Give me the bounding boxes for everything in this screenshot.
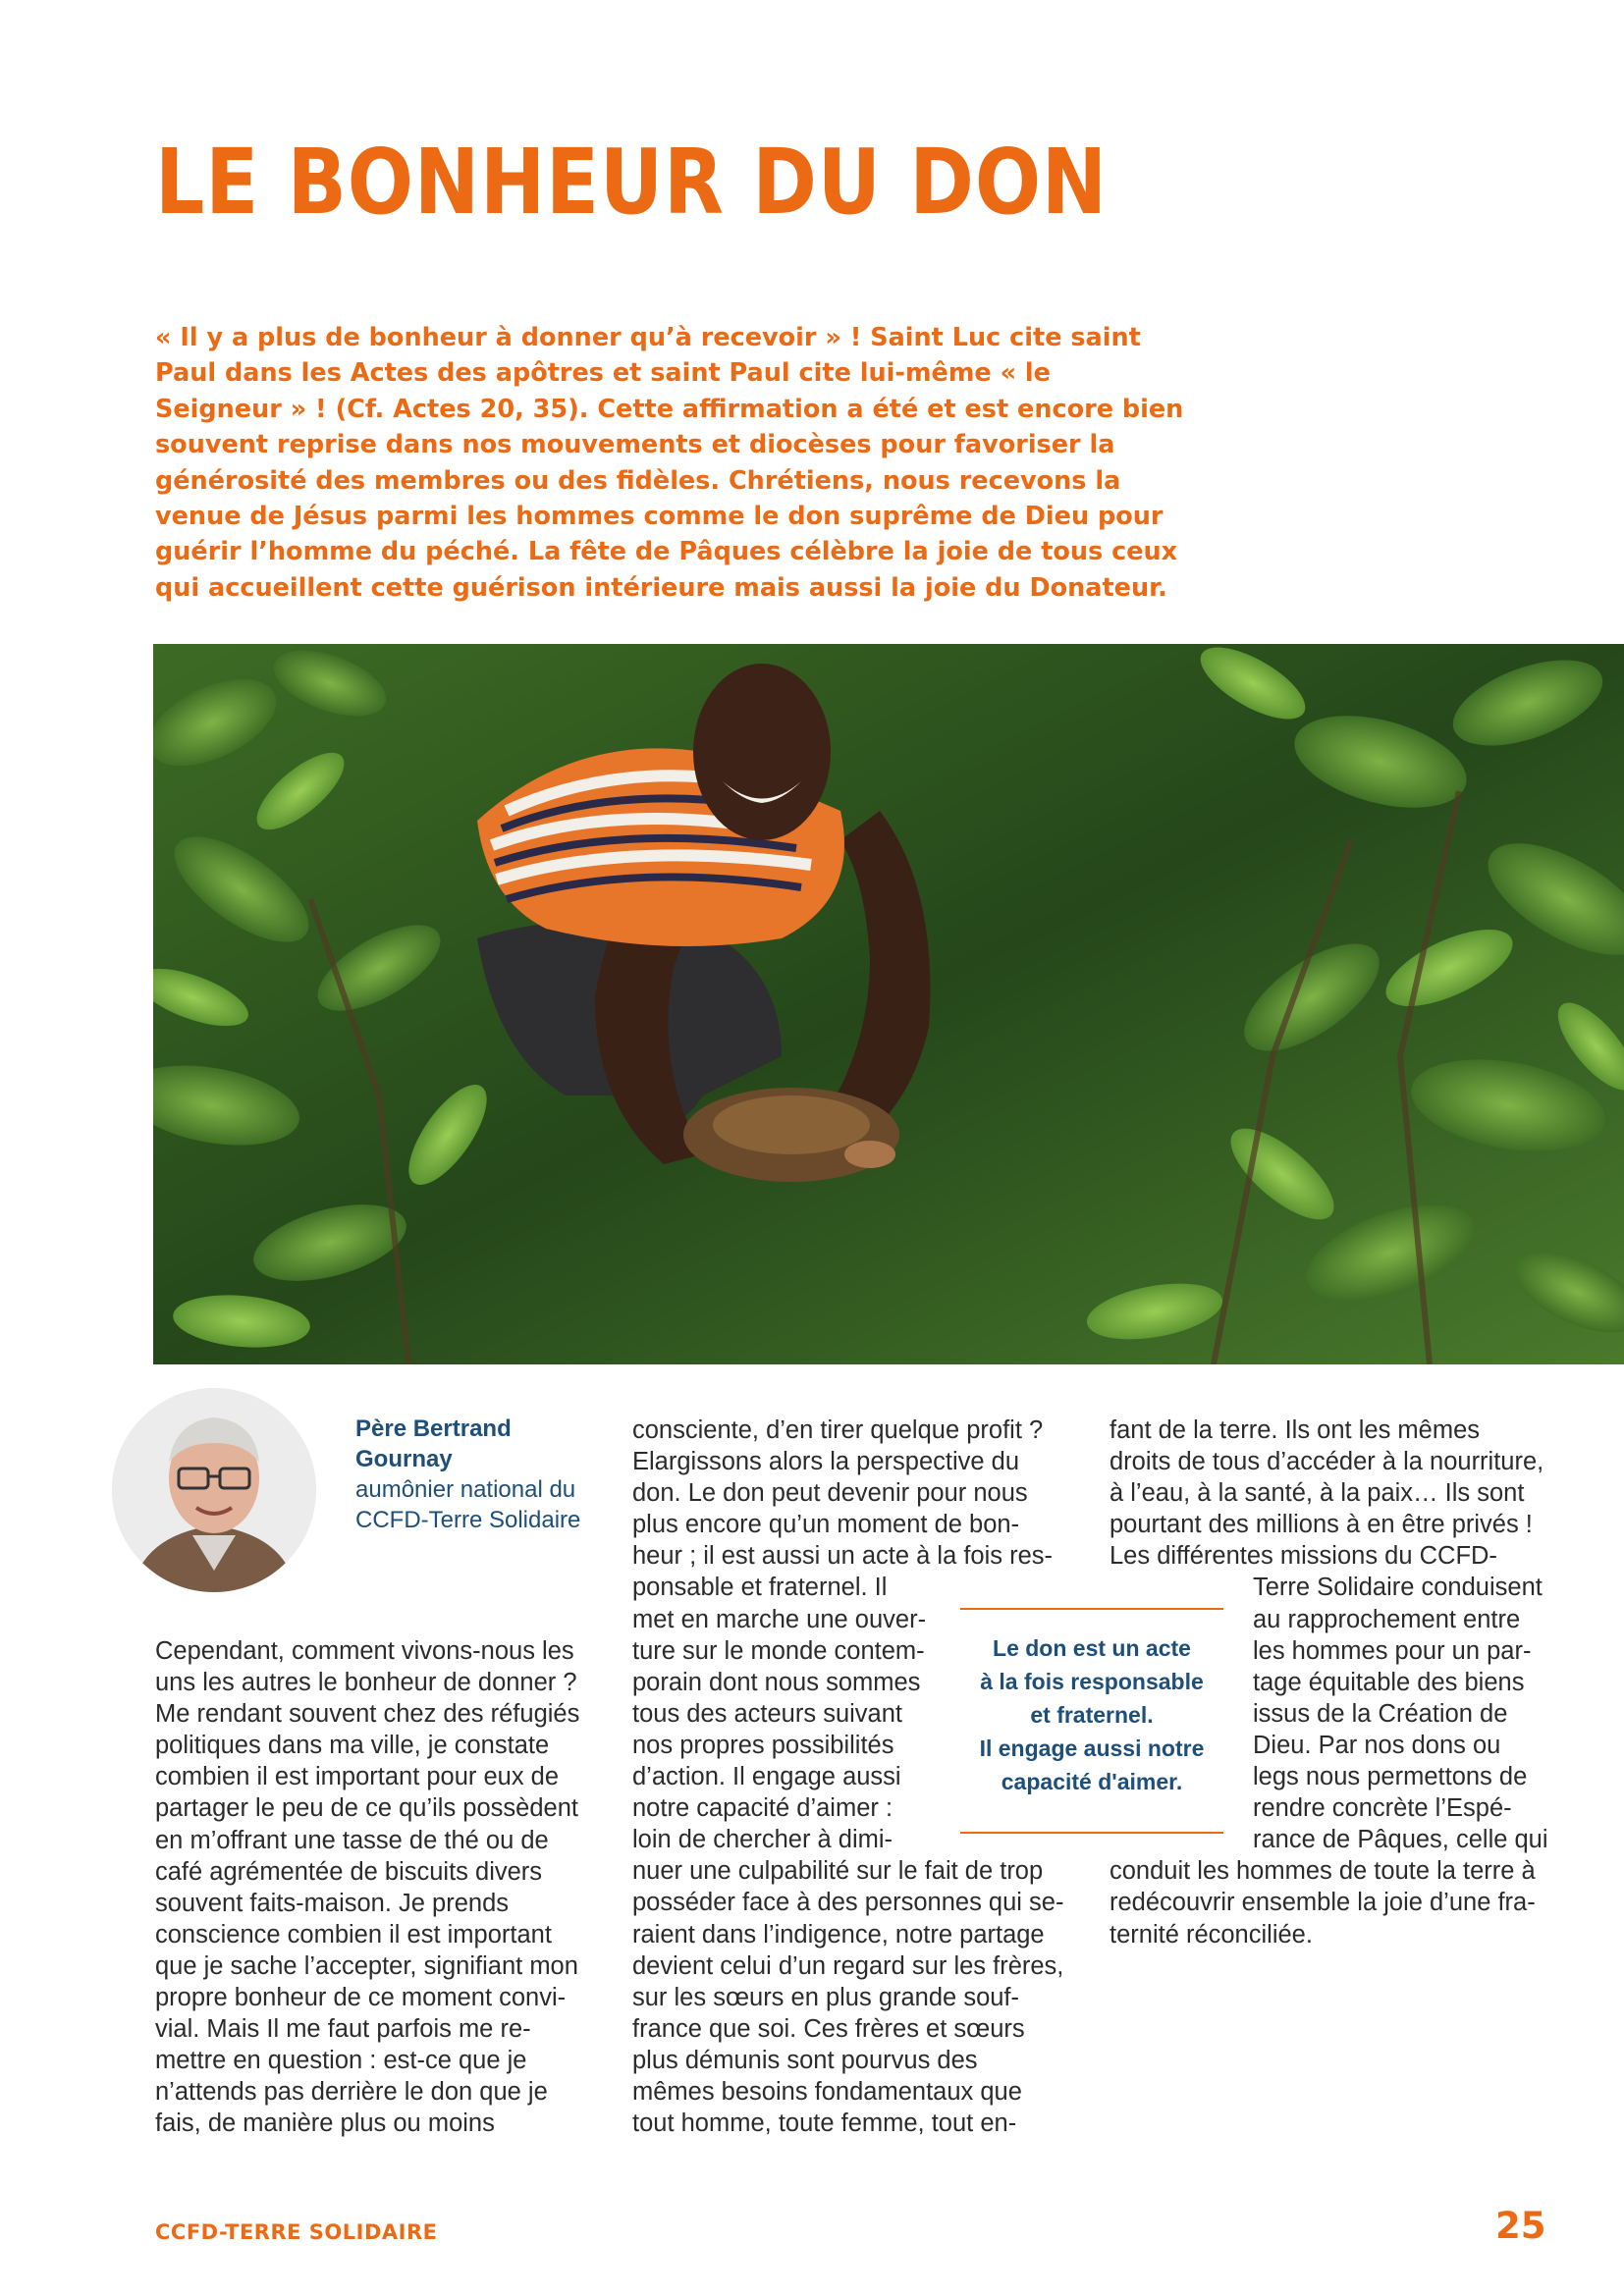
body-line: plus démunis sont pourvus des (632, 2046, 978, 2074)
body-line: au rapprochement entre (1253, 1605, 1521, 1633)
body-line: legs nous permettons de (1253, 1763, 1528, 1791)
intro-line: « Il y a plus de bonheur à donner qu’à recevoir » ! Saint Luc cite saint (155, 323, 1141, 352)
pull-quote-line: à la fois responsable (980, 1669, 1204, 1694)
body-line: uns les autres le bonheur de donner ? (155, 1669, 577, 1697)
body-line: fant de la terre. Ils ont les mêmes (1110, 1416, 1480, 1444)
intro-line: Paul dans les Actes des apôtres et saint Paul cite lui-même « le (155, 358, 1051, 389)
body-line: consciente, d’en tirer quelque profit ? (632, 1416, 1044, 1444)
pull-quote-line: Le don est un acte (993, 1635, 1191, 1661)
body-line: raient dans l’indigence, notre partage (632, 1920, 1045, 1949)
author-name-line: Père Bertrand (355, 1415, 512, 1442)
body-line: à l’eau, à la santé, à la paix… Ils sont (1110, 1479, 1525, 1508)
body-line: redécouvrir ensemble la joie d’une fra- (1110, 1889, 1536, 1917)
body-line: droits de tous d’accéder à la nourriture, (1110, 1448, 1544, 1476)
body-line: propre bonheur de ce moment convi- (155, 1984, 567, 2012)
author-name (355, 1414, 601, 1474)
body-line: notre capacité d’aimer : (632, 1794, 893, 1823)
body-line: conduit les hommes de toute la terre à (1110, 1857, 1536, 1886)
author-role (355, 1474, 601, 1535)
intro-line: générosité des membres ou des fidèles. Chrétiens, nous recevons la (155, 465, 1121, 496)
body-line: rendre concrète l’Espé- (1253, 1794, 1512, 1823)
body-line: Dieu. Par nos dons ou (1253, 1731, 1501, 1759)
intro-line: souvent reprise dans nos mouvements et diocèses pour favoriser la (155, 430, 1115, 460)
body-line: tout homme, toute femme, tout en- (632, 2109, 1017, 2138)
body-line: conscience combien il est important (155, 1920, 552, 1949)
body-line: posséder face à des personnes qui se- (632, 1889, 1064, 1917)
body-line: ponsable et fraternel. Il (632, 1574, 888, 1602)
body-line: heur ; il est aussi un acte à la fois res- (632, 1542, 1054, 1571)
pull-quote-line: Il engage aussi notre (979, 1735, 1205, 1761)
body-line: café agrémentée de biscuits divers (155, 1857, 543, 1886)
body-line: met en marche une ouver- (632, 1605, 927, 1633)
author-role-line: aumônier national du (355, 1476, 576, 1503)
body-line: Cependant, comment vivons-nous les (155, 1637, 574, 1665)
author-avatar (112, 1388, 316, 1592)
body-line: les hommes pour un par- (1253, 1636, 1532, 1665)
body-line: ternité réconciliée. (1110, 1920, 1313, 1949)
intro-paragraph (155, 320, 1184, 606)
author-role-line: CCFD-Terre Solidaire (355, 1507, 581, 1533)
footer-brand: CCFD-TERRE SOLIDAIRE (155, 2220, 438, 2244)
pull-quote (960, 1608, 1223, 1834)
intro-line: venue de Jésus parmi les hommes comme le don suprême de Dieu pour (155, 502, 1164, 532)
author-name-line: Gournay (355, 1446, 453, 1472)
body-column-1 (155, 1635, 579, 2140)
body-line: nos propres possibilités (632, 1731, 894, 1759)
body-line: vial. Mais Il me faut parfois me re- (155, 2015, 531, 2044)
body-line: Les différentes missions du CCFD- (1110, 1542, 1497, 1571)
body-line: n’attends pas derrière le don que je (155, 2078, 548, 2107)
body-line: d’action. Il engage aussi (632, 1763, 901, 1791)
body-line: rance de Pâques, celle qui (1253, 1826, 1548, 1854)
intro-line: guérir l’homme du péché. La fête de Pâques célèbre la joie de tous ceux (155, 537, 1178, 567)
body-line: politiques dans ma ville, je constate (155, 1732, 550, 1760)
intro-line: Seigneur » ! (Cf. Actes 20, 35). Cette affirmation a été et est encore bien (155, 394, 1184, 424)
body-line: mettre en question : est-ce que je (155, 2047, 527, 2075)
page-number: 25 (1495, 2205, 1546, 2247)
body-line: nuer une culpabilité sur le fait de trop (632, 1857, 1044, 1886)
body-line: issus de la Création de (1253, 1699, 1508, 1728)
body-line: Terre Solidaire conduisent (1253, 1574, 1543, 1602)
pull-quote-line: et fraternel. (1030, 1702, 1154, 1728)
body-line: que je sache l’accepter, signifiant mon (155, 1951, 578, 1980)
body-line: souvent faits-maison. Je prends (155, 1889, 510, 1917)
body-line: en m’offrant une tasse de thé ou de (155, 1826, 549, 1854)
body-line: pourtant des millions à en être privés ! (1110, 1511, 1533, 1539)
pull-quote-line: capacité d'aimer. (1001, 1769, 1183, 1794)
body-line: ture sur le monde contem- (632, 1636, 925, 1665)
body-line: don. Le don peut devenir pour nous (632, 1479, 1028, 1508)
page-title: LE BONHEUR DU DON (155, 130, 1109, 235)
body-line: Me rendant souvent chez des réfugiés (155, 1700, 580, 1729)
body-line: tous des acteurs suivant (632, 1699, 902, 1728)
body-line: tage équitable des biens (1253, 1668, 1525, 1696)
body-line: sur les sœurs en plus grande souf- (632, 1983, 1020, 2011)
body-line: plus encore qu’un moment de bon- (632, 1511, 1020, 1539)
body-line: combien il est important pour eux de (155, 1763, 560, 1791)
body-line: devient celui d’un regard sur les frères, (632, 1951, 1064, 1980)
body-line: porain dont nous sommes (632, 1668, 921, 1696)
body-line: Elargissons alors la perspective du (632, 1448, 1020, 1476)
intro-line: qui accueillent cette guérison intérieure mais aussi la joie du Donateur. (155, 572, 1167, 603)
body-line: fais, de manière plus ou moins (155, 2109, 495, 2138)
body-line: france que soi. Ces frères et sœurs (632, 2014, 1025, 2043)
author-block (355, 1414, 601, 1535)
body-line: partager le peu de ce qu’ils possèdent (155, 1794, 578, 1823)
body-line: mêmes besoins fondamentaux que (632, 2077, 1022, 2106)
farmer-photo (153, 644, 1624, 1364)
body-line: loin de chercher à dimi- (632, 1826, 893, 1854)
